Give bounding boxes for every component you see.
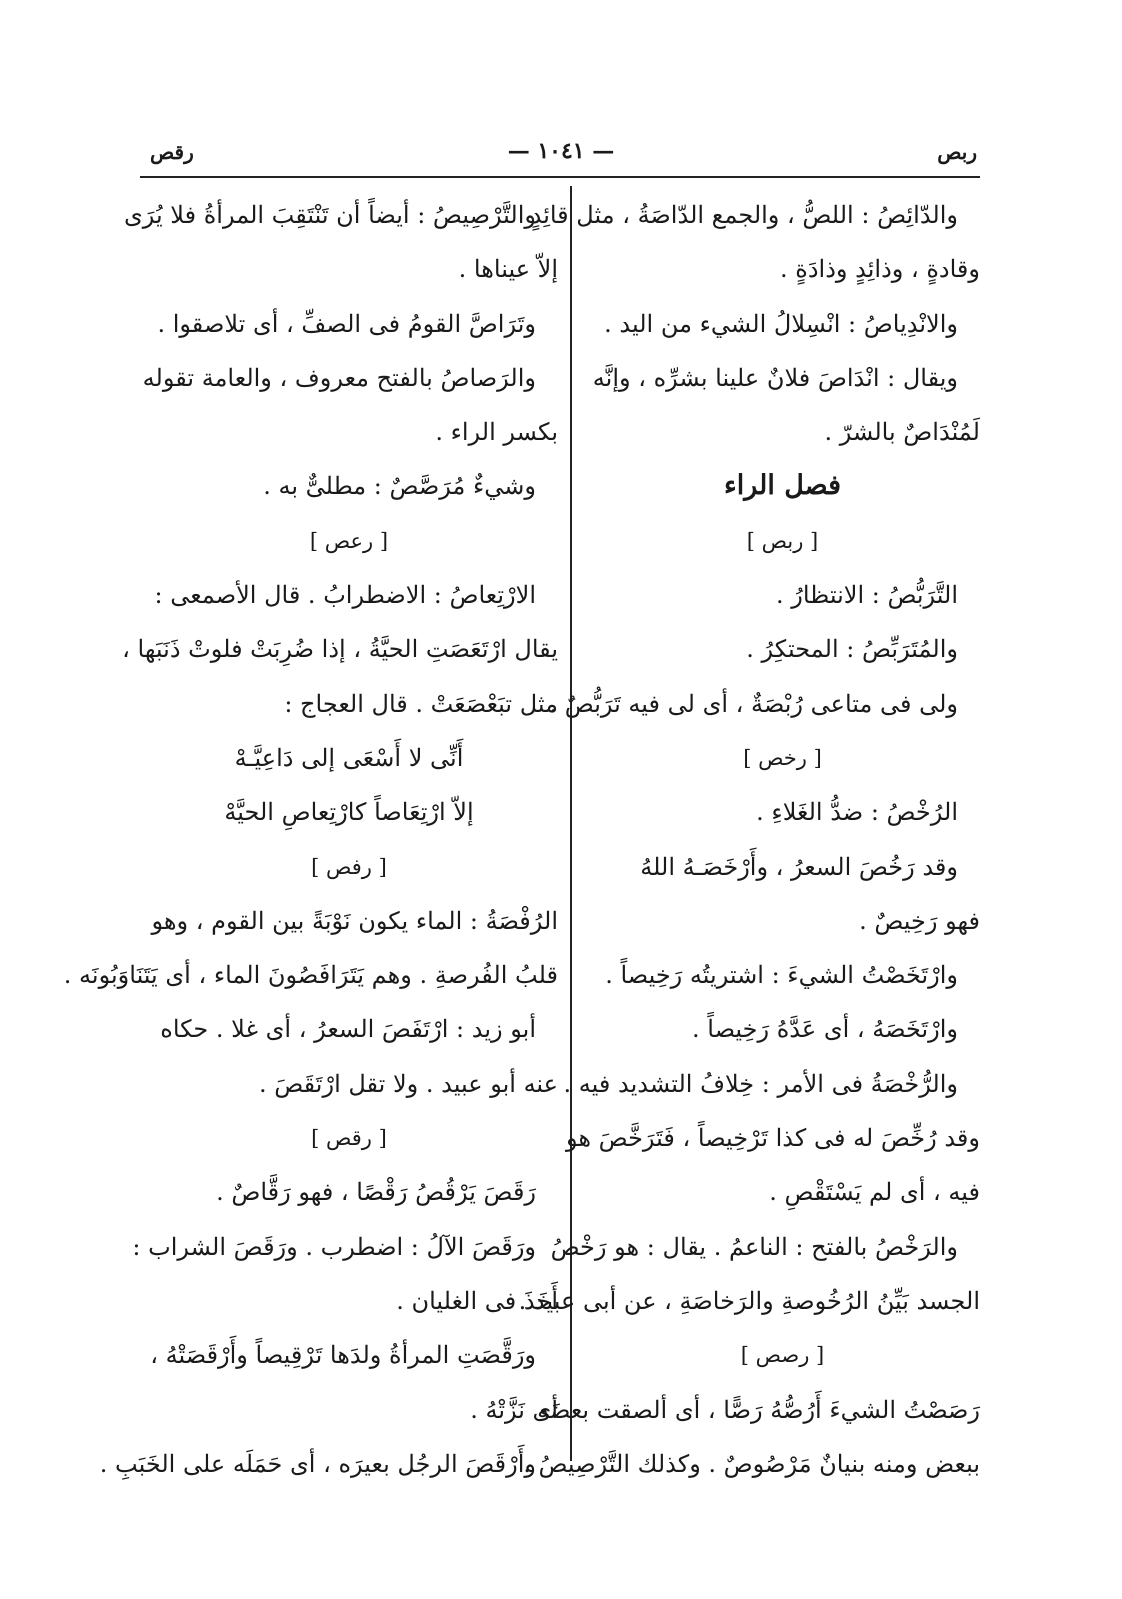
text-line: يقال ارْتَعَصَتِ الحيَّةُ ، إذا ضُرِبَتْ فلوتْ ذَنَبَها ، [122, 635, 558, 664]
text-line: والرَصاصُ بالفتح معروف ، والعامة تقوله [142, 363, 536, 392]
text-line: ورَقَّصَتِ المرأةُ ولدَها تَرْقِيصاً وأَرْقَصَتْهُ ، [150, 1341, 536, 1370]
text-line: عنه أبو عبيد . ولا تقل ارْتَقَصَ . [259, 1069, 558, 1098]
text-line: لَمُنْدَاصٌ بالشرّ . [824, 418, 980, 447]
text-line: الجسد بَيِّنُ الرُخُوصةِ والرَخاصَةِ ، عن أبى عبيد . [518, 1286, 980, 1315]
entry-heading: [ رخص ] [743, 745, 822, 770]
text-line: وقادةٍ ، وذائِدٍ وذادَةٍ . [780, 255, 980, 284]
text-line: بكسر الراء . [435, 418, 558, 447]
text-line: وقد رَخُصَ السعرُ ، وأَرْخَصَـهُ اللهُ [640, 852, 958, 881]
text-line: والرَخْصُ بالفتح : الناعمُ . يقال : هو رَخْصُ [550, 1232, 958, 1261]
left-column [63, 188, 558, 1491]
text-line: الرُخْصُ : ضدُّ الغَلاءِ . [756, 798, 958, 827]
running-head-left: رقص [150, 140, 194, 164]
text-line: وارْتَخَصَهُ ، أى عَدَّهُ رَخِيصاً . [692, 1015, 958, 1044]
text-line: ويقال : انْدَاصَ فلانٌ علينا بشرِّه ، وإنَّه [592, 363, 958, 392]
text-line: وشيءٌ مُرَصَّصٌ : مطلىٌّ به . [263, 472, 536, 501]
text-line: وقد رُخِّصَ له فى كذا تَرْخِيصاً ، فَتَرَخَّصَ هو [566, 1124, 980, 1153]
text-line: والمُتَرَبِّصُ : المحتكِرُ . [746, 635, 958, 664]
text-line: رَصَصْتُ الشيءَ أَرُصُّهُ رَصًّا ، أى ألصقت بعضَه [537, 1395, 980, 1424]
text-line: أَخَذَ فى الغليان . [396, 1286, 558, 1315]
text-line: فيه ، أى لم يَسْتَقْصِ . [769, 1178, 980, 1207]
text-line: أى نَزَّتْهُ . [470, 1395, 558, 1424]
right-column [518, 188, 980, 1491]
text-line: والرُّخْصَةُ فى الأمر : خِلافُ التشديد فيه . [563, 1069, 958, 1098]
entry-heading: [ رعص ] [309, 528, 389, 553]
text-line: والتَّرْصِيصُ : أيضاً أن تَنْتَقِبَ المرأةُ فلا يُرَى [123, 201, 536, 229]
verse-line: إلاّ ارْتِعَاصاً كارْتِعاصِ الحيَّهْ [224, 798, 474, 827]
text-line: الارْتِعاصُ : الاضطرابُ . قال الأصمعى : [154, 581, 536, 610]
text-line: مثل تبَعْصَعَتْ . قال العجاج : [284, 689, 558, 718]
text-line: رَقَصَ يَرْقُصُ رَقْصًا ، فهو رَقَّاصٌ . [216, 1178, 536, 1207]
text-line: أبو زيد : ارْتَفَصَ السعرُ ، أى غلا . حكاه [160, 1015, 536, 1044]
entry-heading: [ ربص ] [746, 528, 819, 553]
text-line: التَّرَبُّصُ : الانتظارُ . [775, 581, 958, 610]
verse-line: أَنِّى لا أَسْعَى إلى دَاعِيَّـهْ [234, 743, 464, 772]
text-line: ببعض ومنه بنيانٌ مَرْصُوصٌ . وكذلك التَّرْصِيصُ . [523, 1449, 980, 1478]
text-line: إلاّ عيناها . [458, 255, 558, 284]
entry-heading: [ رصص ] [740, 1343, 825, 1368]
text-line: وارْتَخَصْتُ الشيءَ : اشتريتُه رَخِيصاً . [605, 961, 958, 990]
entry-heading: [ رفص ] [311, 854, 387, 879]
text-line: ولى فى متاعى رُبْصَةٌ ، أى لى فيه تَرَبُّصٌ . [549, 689, 958, 718]
text-line: والدّائِصُ : اللصُّ ، والجمع الدّاصَةُ ، مثل قائِدٍ [530, 201, 958, 229]
text-line: وأَرْقَصَ الرجُل بعيرَه ، أى حَمَلَه على الخَبَبِ . [99, 1449, 536, 1478]
entry-heading: [ رقص ] [311, 1126, 387, 1151]
text-line: فهو رَخِيصٌ . [859, 906, 980, 935]
text-line: والانْدِياصُ : انْسِلالُ الشيء من اليد . [604, 309, 958, 338]
page-number: — ١٠٤١ — [507, 138, 615, 164]
text-line: ورَقَصَ الآلُ : اضطرب . ورَقَصَ الشراب : [132, 1232, 536, 1261]
running-head-right: ربص [937, 140, 977, 164]
text-line: قلبُ الفُرصةِ . وهم يَتَرَافَصُونَ الماء ، أى يَتَنَاوَبُونَه . [63, 961, 558, 990]
section-title: فصل الراء [724, 470, 841, 502]
text-line: وتَرَاصَّ القومُ فى الصفِّ ، أى تلاصقوا . [157, 309, 536, 338]
header-rule [140, 176, 980, 178]
text-line: الرُفْصَةُ : الماء يكون نَوْبَةً بين القوم ، وهو [151, 906, 558, 935]
